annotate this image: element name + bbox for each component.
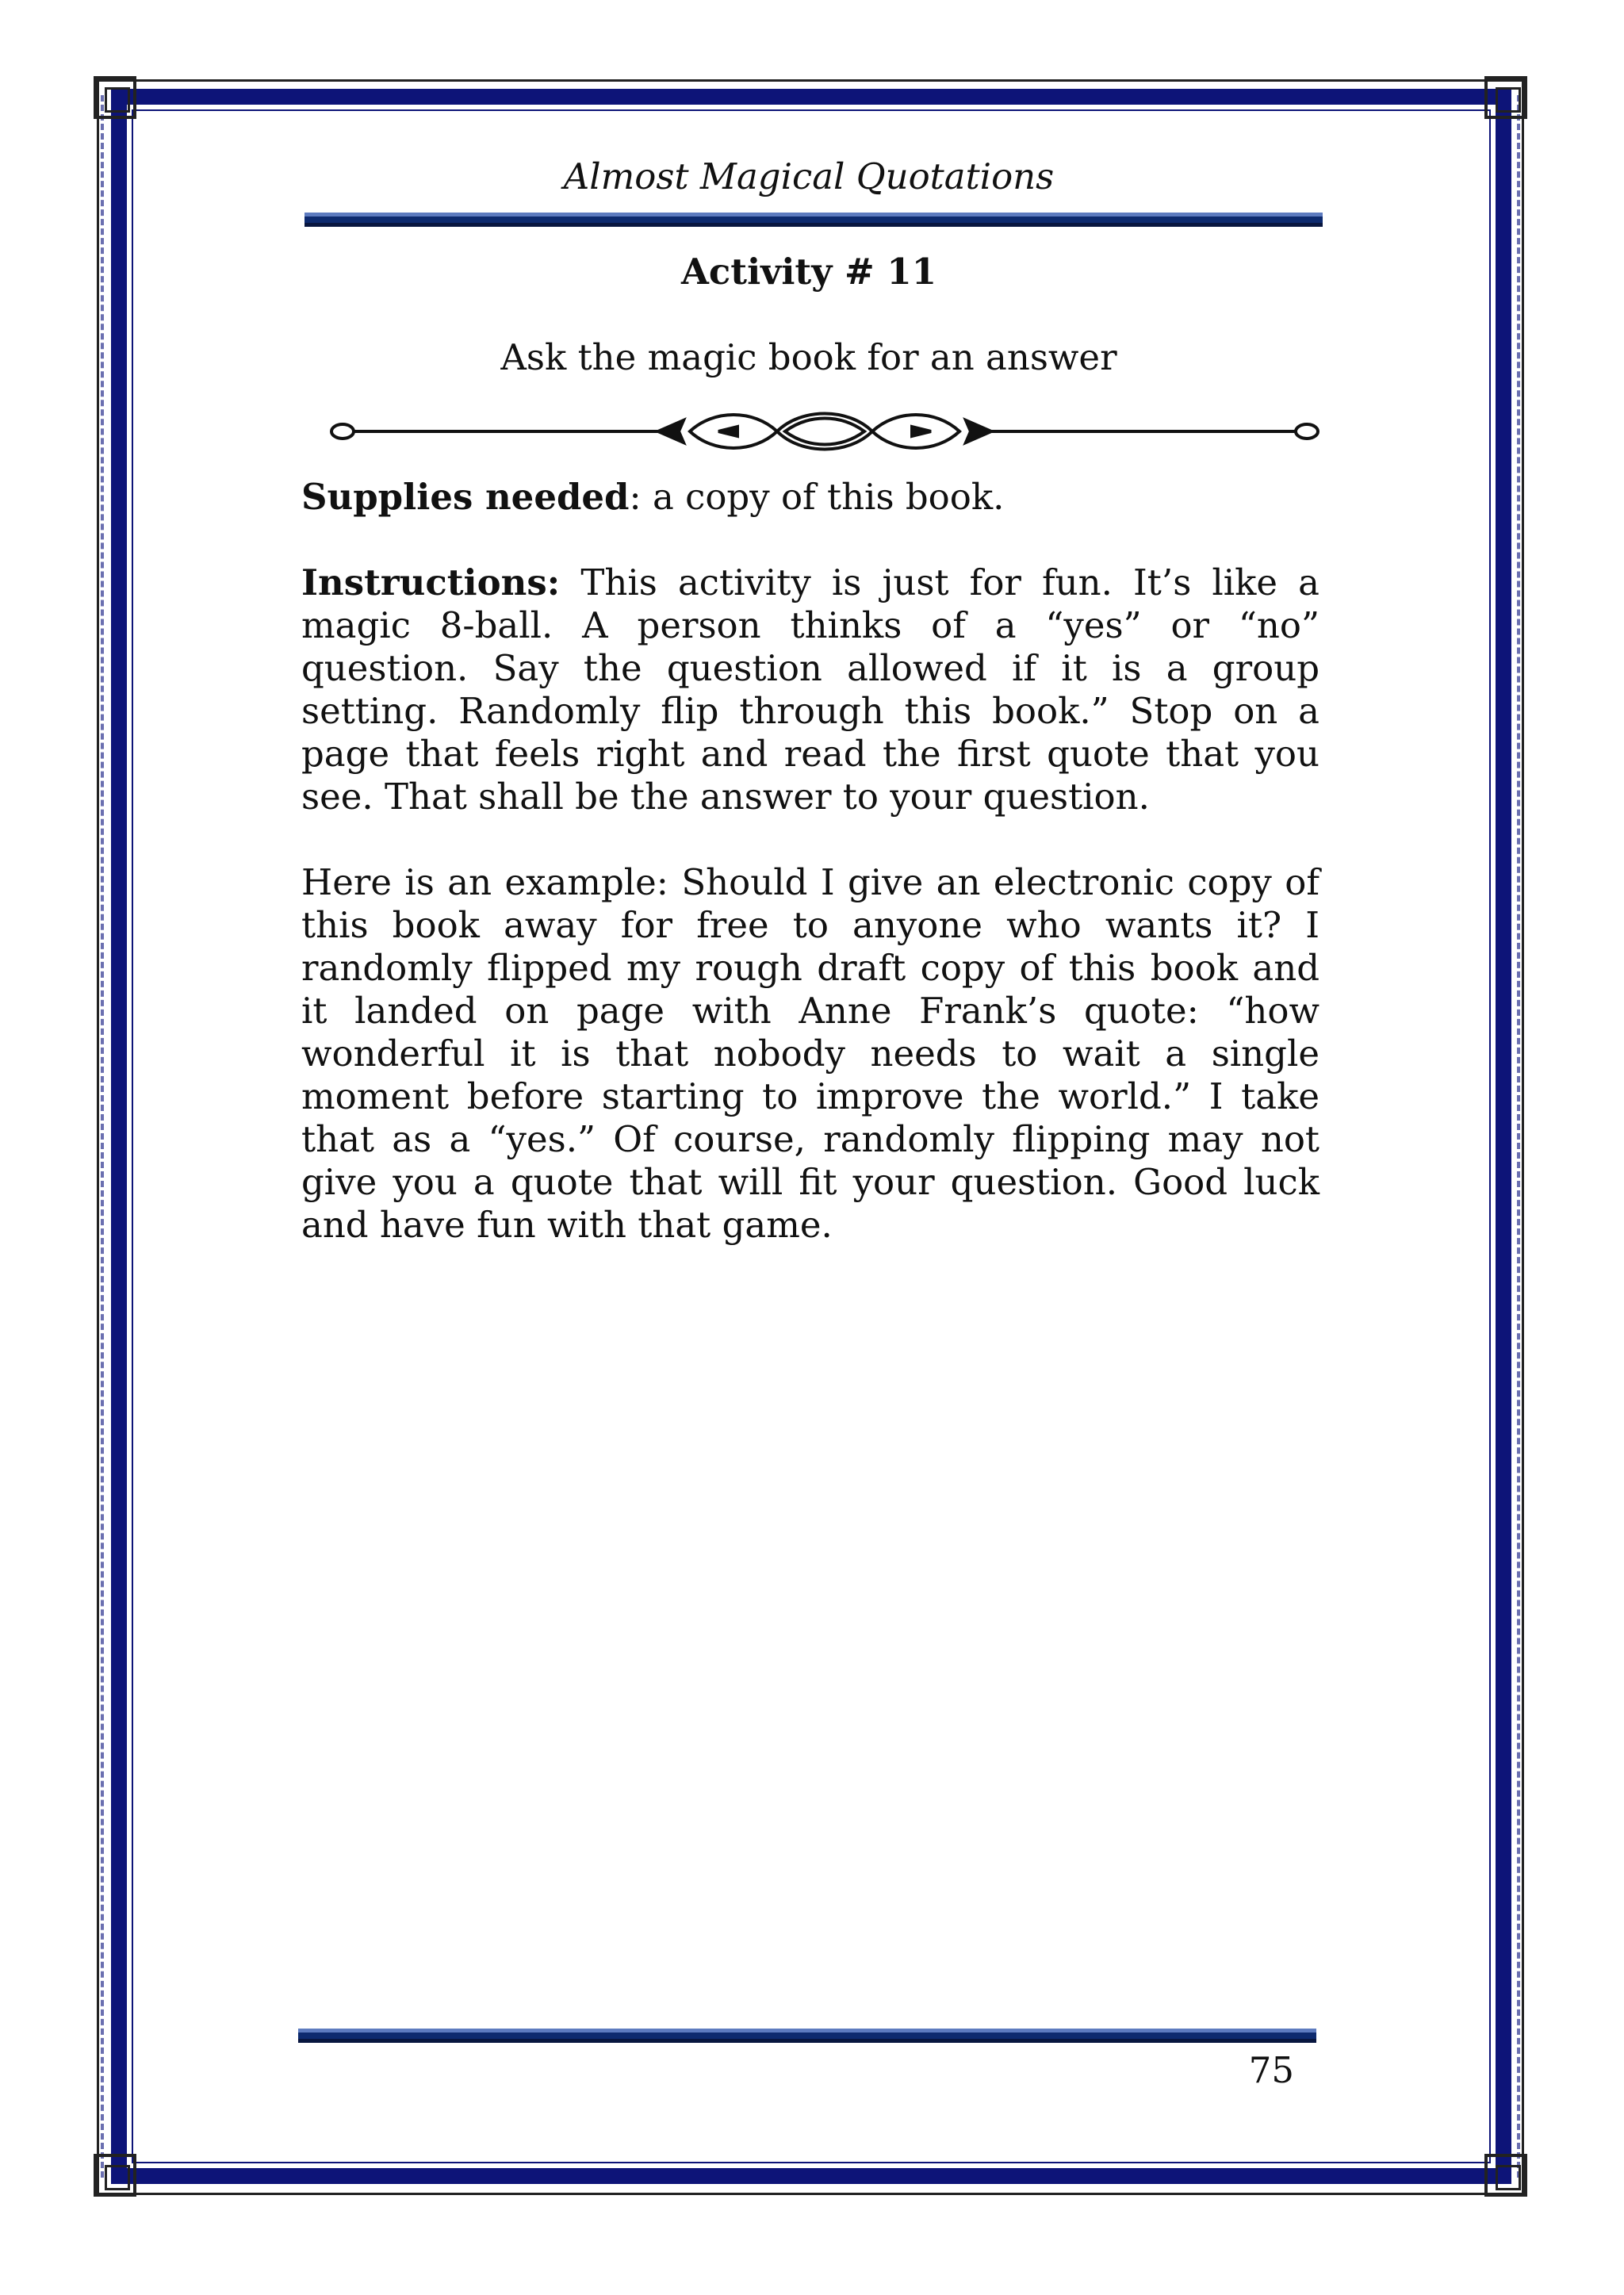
instructions-paragraph bbox=[301, 561, 1320, 818]
instructions-label: Instructions: bbox=[301, 561, 561, 603]
instructions-text: This activity is just for fun. It’s like a magic 8-ball. A person thinks of a “yes” or “no” question. Say the question allowed if it is a group setting. Randomly flip through this book.” Stop on a page that feels right and read the first quote that you see. That shall be the answer to your question. bbox=[301, 561, 1320, 818]
supplies-label: Supplies needed bbox=[301, 476, 630, 518]
activity-title: Activity # 11 bbox=[680, 251, 937, 293]
ornamental-divider-icon bbox=[325, 408, 1324, 455]
corner-ornament-top-right bbox=[1484, 76, 1527, 119]
header-rule bbox=[304, 213, 1323, 227]
running-title: Almost Magical Quotations bbox=[563, 155, 1055, 197]
activity-subtitle: Ask the magic book for an answer bbox=[500, 336, 1117, 378]
page-number: 75 bbox=[1248, 2049, 1294, 2091]
supplies-text: : a copy of this book. bbox=[629, 476, 1005, 518]
corner-ornament-bottom-left bbox=[94, 2154, 136, 2197]
corner-ornament-top-left bbox=[94, 76, 136, 119]
supplies-paragraph bbox=[301, 476, 1320, 519]
footer-rule bbox=[298, 2029, 1316, 2043]
corner-ornament-bottom-right bbox=[1484, 2154, 1527, 2197]
example-text: Here is an example: Should I give an electronic copy of this book away for free to anyone who wants it? I randomly flipped my rough draft copy of this book and it landed on page with Anne Frank’s quote: “how wonderful it is that nobody needs to wait a single moment before starting to improve the world.” I take that as a “yes.” Of course, randomly flipping may not give you a quote that will fit your question. Good luck and have fun with that game. bbox=[301, 861, 1320, 1246]
example-paragraph bbox=[301, 861, 1320, 1247]
